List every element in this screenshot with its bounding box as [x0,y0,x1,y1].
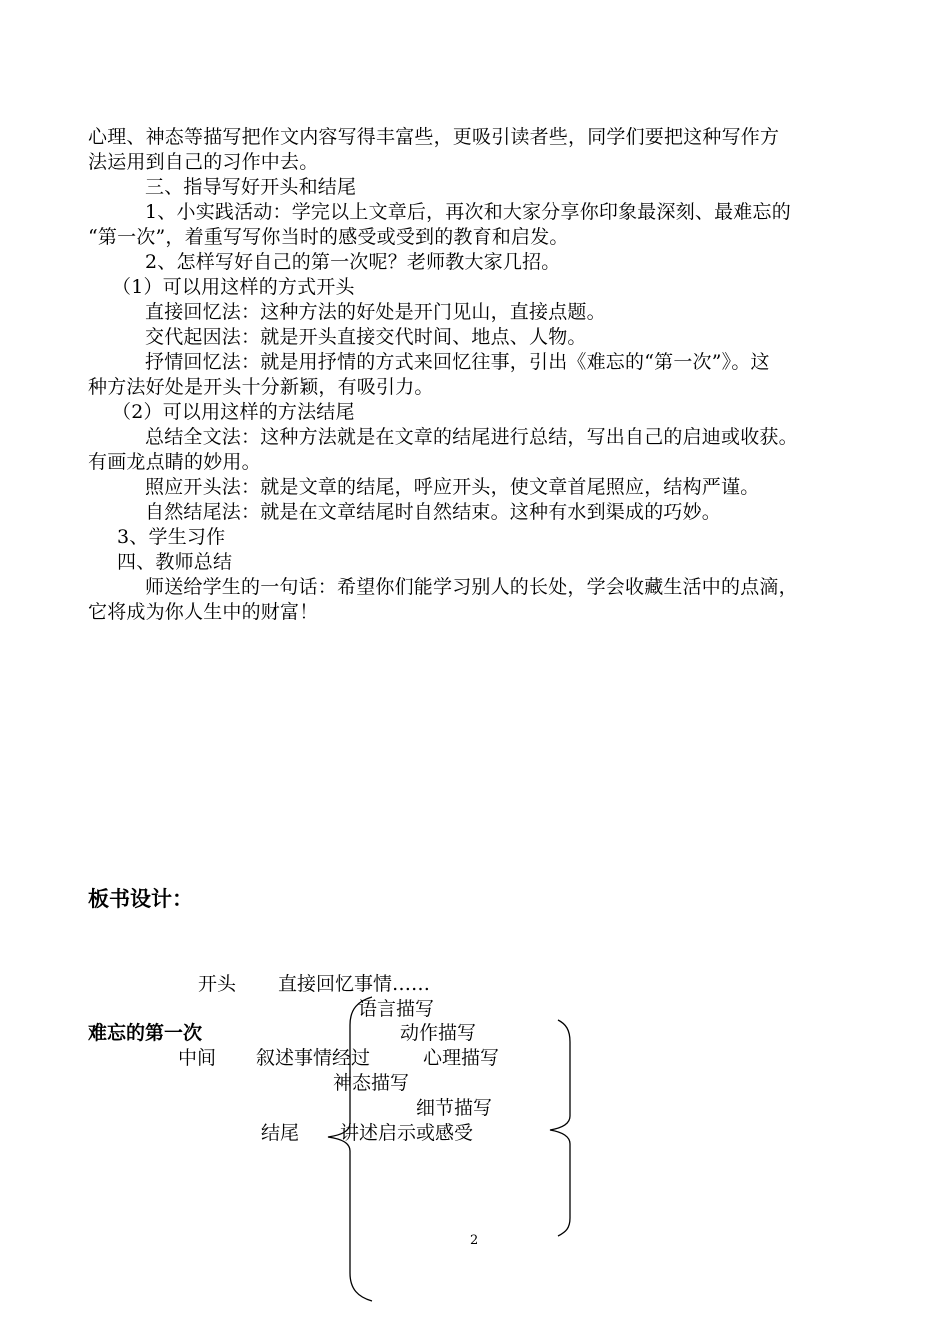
body-line-5: “第一次”，着重写写你当时的感受或受到的教育和启发。 [88,226,569,248]
board-method-1: 语言描写 [358,998,435,1020]
board-method-4: 神态描写 [333,1072,410,1094]
body-line-4: 1、小实践活动：学完以上文章后，再次和大家分享你印象最深刻、最难忘的 [145,201,791,223]
board-title: 板书设计： [88,887,193,911]
board-method-2: 动作描写 [400,1022,477,1044]
body-line-17: 3、学生习作 [117,526,226,548]
body-line-6: 2、怎样写好自己的第一次呢？老师教大家几招。 [145,251,561,273]
page-number: 2 [470,1233,479,1248]
body-line-13: 总结全文法：这种方法就是在文章的结尾进行总结，写出自己的启迪或收获。 [145,426,798,448]
board-start-text: 直接回忆事情…… [278,973,431,995]
board-end-text: 讲述启示或感受 [340,1122,474,1144]
board-middle-text: 叙述事情经过 [256,1047,371,1069]
board-middle-label: 中间 [178,1047,217,1069]
body-line-14: 有画龙点睛的妙用。 [88,451,261,473]
body-line-11: 种方法好处是开头十分新颖，有吸引力。 [88,376,434,398]
section-heading-3: 三、指导写好开头和结尾 [145,176,357,198]
body-line-19: 师送给学生的一句话：希望你们能学习别人的长处，学会收藏生活中的点滴， [145,576,798,598]
body-line-20: 它将成为你人生中的财富！ [88,601,319,623]
body-line-8: 直接回忆法：这种方法的好处是开门见山，直接点题。 [145,301,606,323]
board-end-label: 结尾 [261,1122,300,1144]
body-line-16: 自然结尾法：就是在文章结尾时自然结束。这种有水到渠成的巧妙。 [145,501,722,523]
body-line-2: 法运用到自己的习作中去。 [88,151,319,173]
body-line-1: 心理、神态等描写把作文内容写得丰富些，更吸引读者些，同学们要把这种写作方 [88,126,780,148]
board-method-5: 细节描写 [416,1097,493,1119]
body-line-10: 抒情回忆法：就是用抒情的方式来回忆往事，引出《难忘的“第一次”》。这 [145,351,770,373]
body-line-9: 交代起因法：就是开头直接交代时间、地点、人物。 [145,326,587,348]
subheading-opening: （1）可以用这样的方式开头 [112,276,355,298]
board-start-label: 开头 [198,973,237,995]
left-brace-icon [320,995,380,1305]
section-heading-4: 四、教师总结 [117,551,233,573]
right-brace-icon [542,1018,582,1238]
board-method-3: 心理描写 [423,1047,500,1069]
subheading-ending: （2）可以用这样的方法结尾 [112,401,355,423]
body-line-15: 照应开头法：就是文章的结尾，呼应开头，使文章首尾照应，结构严谨。 [145,476,760,498]
board-topic: 难忘的第一次 [88,1022,203,1044]
